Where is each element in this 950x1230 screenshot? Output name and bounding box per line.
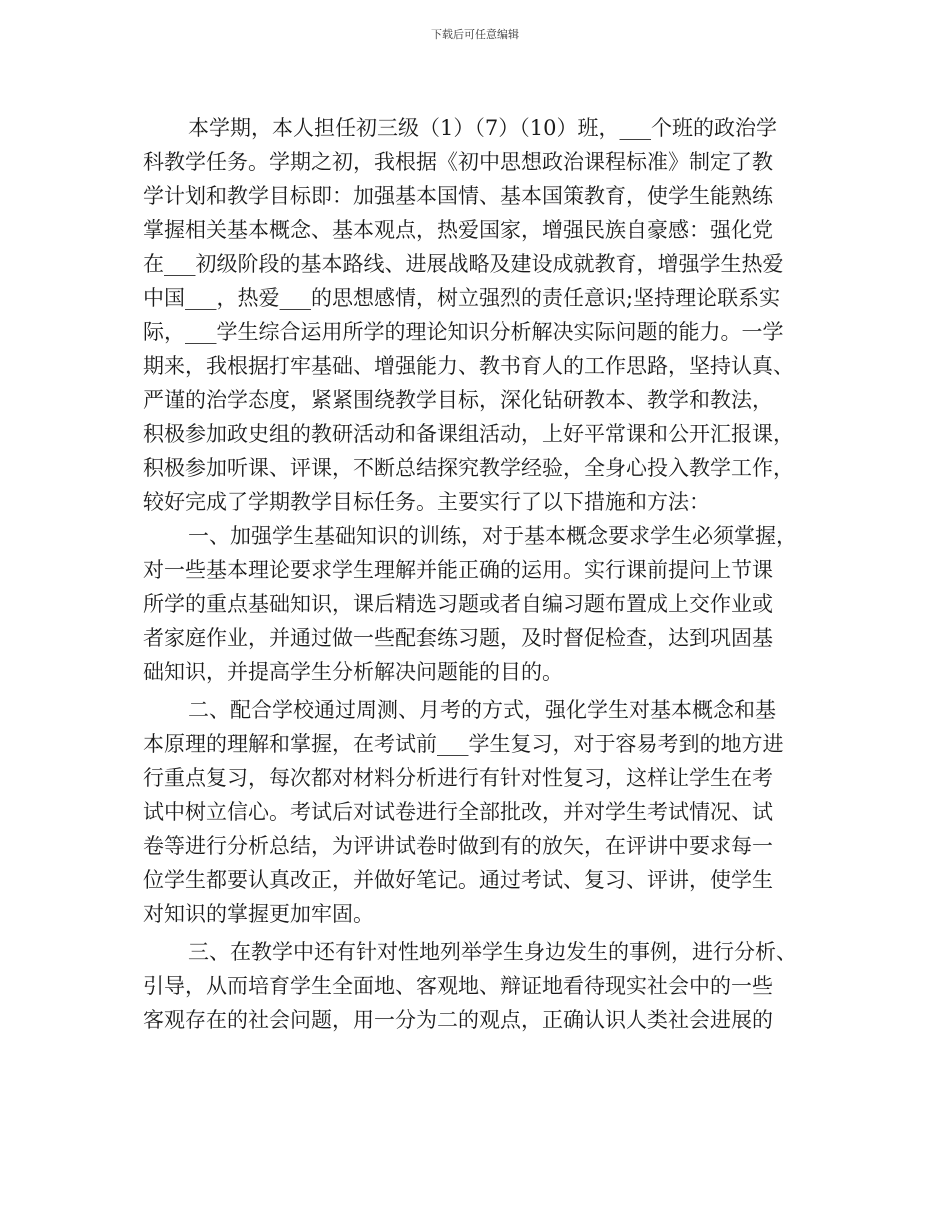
text-line: 中国___，热爱___的思想感情，树立强烈的责任意识;坚持理论联系实 <box>143 286 781 310</box>
text-line: 在___初级阶段的基本路线、进展战略及建设成就教育，增强学生热爱 <box>143 252 784 276</box>
text-line: 客观存在的社会问题，用一分为二的观点，正确认识人类社会进展的 <box>143 1008 773 1032</box>
text-line: 二、配合学校通过周测、月考的方式，强化学生对基本概念和基 <box>188 698 776 722</box>
text-line: 积极参加政史组的教研活动和备课组活动，上好平常课和公开汇报课， <box>143 422 794 446</box>
text-line: 对知识的掌握更加牢固。 <box>143 902 374 926</box>
text-line: 行重点复习，每次都对材料分析进行有针对性复习，这样让学生在考 <box>143 766 773 790</box>
text-line: 试中树立信心。考试后对试卷进行全部批改，并对学生考试情况、试 <box>143 800 773 824</box>
text-line: 较好完成了学期教学目标任务。主要实行了以下措施和方法： <box>143 490 710 514</box>
text-line: 引导，从而培育学生全面地、客观地、辩证地看待现实社会中的一些 <box>143 974 773 998</box>
page-header: 下载后可任意编辑 <box>431 28 519 41</box>
text-line: 所学的重点基础知识，课后精选习题或者自编习题布置成上交作业或 <box>143 592 773 616</box>
document-body <box>143 111 813 1037</box>
text-line: 位学生都要认真改正，并做好笔记。通过考试、复习、评讲，使学生 <box>143 868 773 892</box>
text-line: 对一些基本理论要求学生理解并能正确的运用。实行课前提问上节课 <box>143 558 773 582</box>
text-line: 严谨的治学态度，紧紧围绕教学目标，深化钻研教本、教学和教法， <box>143 388 773 412</box>
paragraph-measure-one <box>143 519 813 689</box>
text-line: 三、在教学中还有针对性地列举学生身边发生的事例，进行分析、 <box>188 940 797 964</box>
text-line: 本学期，本人担任初三级（1）（7）（10）班，___个班的政治学 <box>188 116 777 140</box>
text-line: 卷等进行分析总结，为评讲试卷时做到有的放矢，在评讲中要求每一 <box>143 834 773 858</box>
text-line: 础知识，并提高学生分析解决问题能的目的。 <box>143 660 563 684</box>
text-line: 一、加强学生基础知识的训练，对于基本概念要求学生必须掌握， <box>188 524 797 548</box>
text-line: 积极参加听课、评课，不断总结探究教学经验，全身心投入教学工作， <box>143 456 794 480</box>
text-line: 学计划和教学目标即：加强基本国情、基本国策教育，使学生能熟练 <box>143 184 773 208</box>
text-line: 期来，我根据打牢基础、增强能力、教书育人的工作思路，坚持认真、 <box>143 354 794 378</box>
paragraph-measure-three <box>143 935 813 1037</box>
text-line: 者家庭作业，并通过做一些配套练习题，及时督促检查，达到巩固基 <box>143 626 773 650</box>
paragraph-measure-two <box>143 693 813 931</box>
text-line: 本原理的理解和掌握，在考试前___学生复习，对于容易考到的地方进 <box>143 732 784 756</box>
paragraph-intro <box>143 111 813 519</box>
text-line: 际，___学生综合运用所学的理论知识分析解决实际问题的能力。一学 <box>143 320 784 344</box>
text-line: 科教学任务。学期之初，我根据《初中思想政治课程标准》制定了教 <box>143 150 773 174</box>
text-line: 掌握相关基本概念、基本观点，热爱国家，增强民族自豪感：强化党 <box>143 218 773 242</box>
